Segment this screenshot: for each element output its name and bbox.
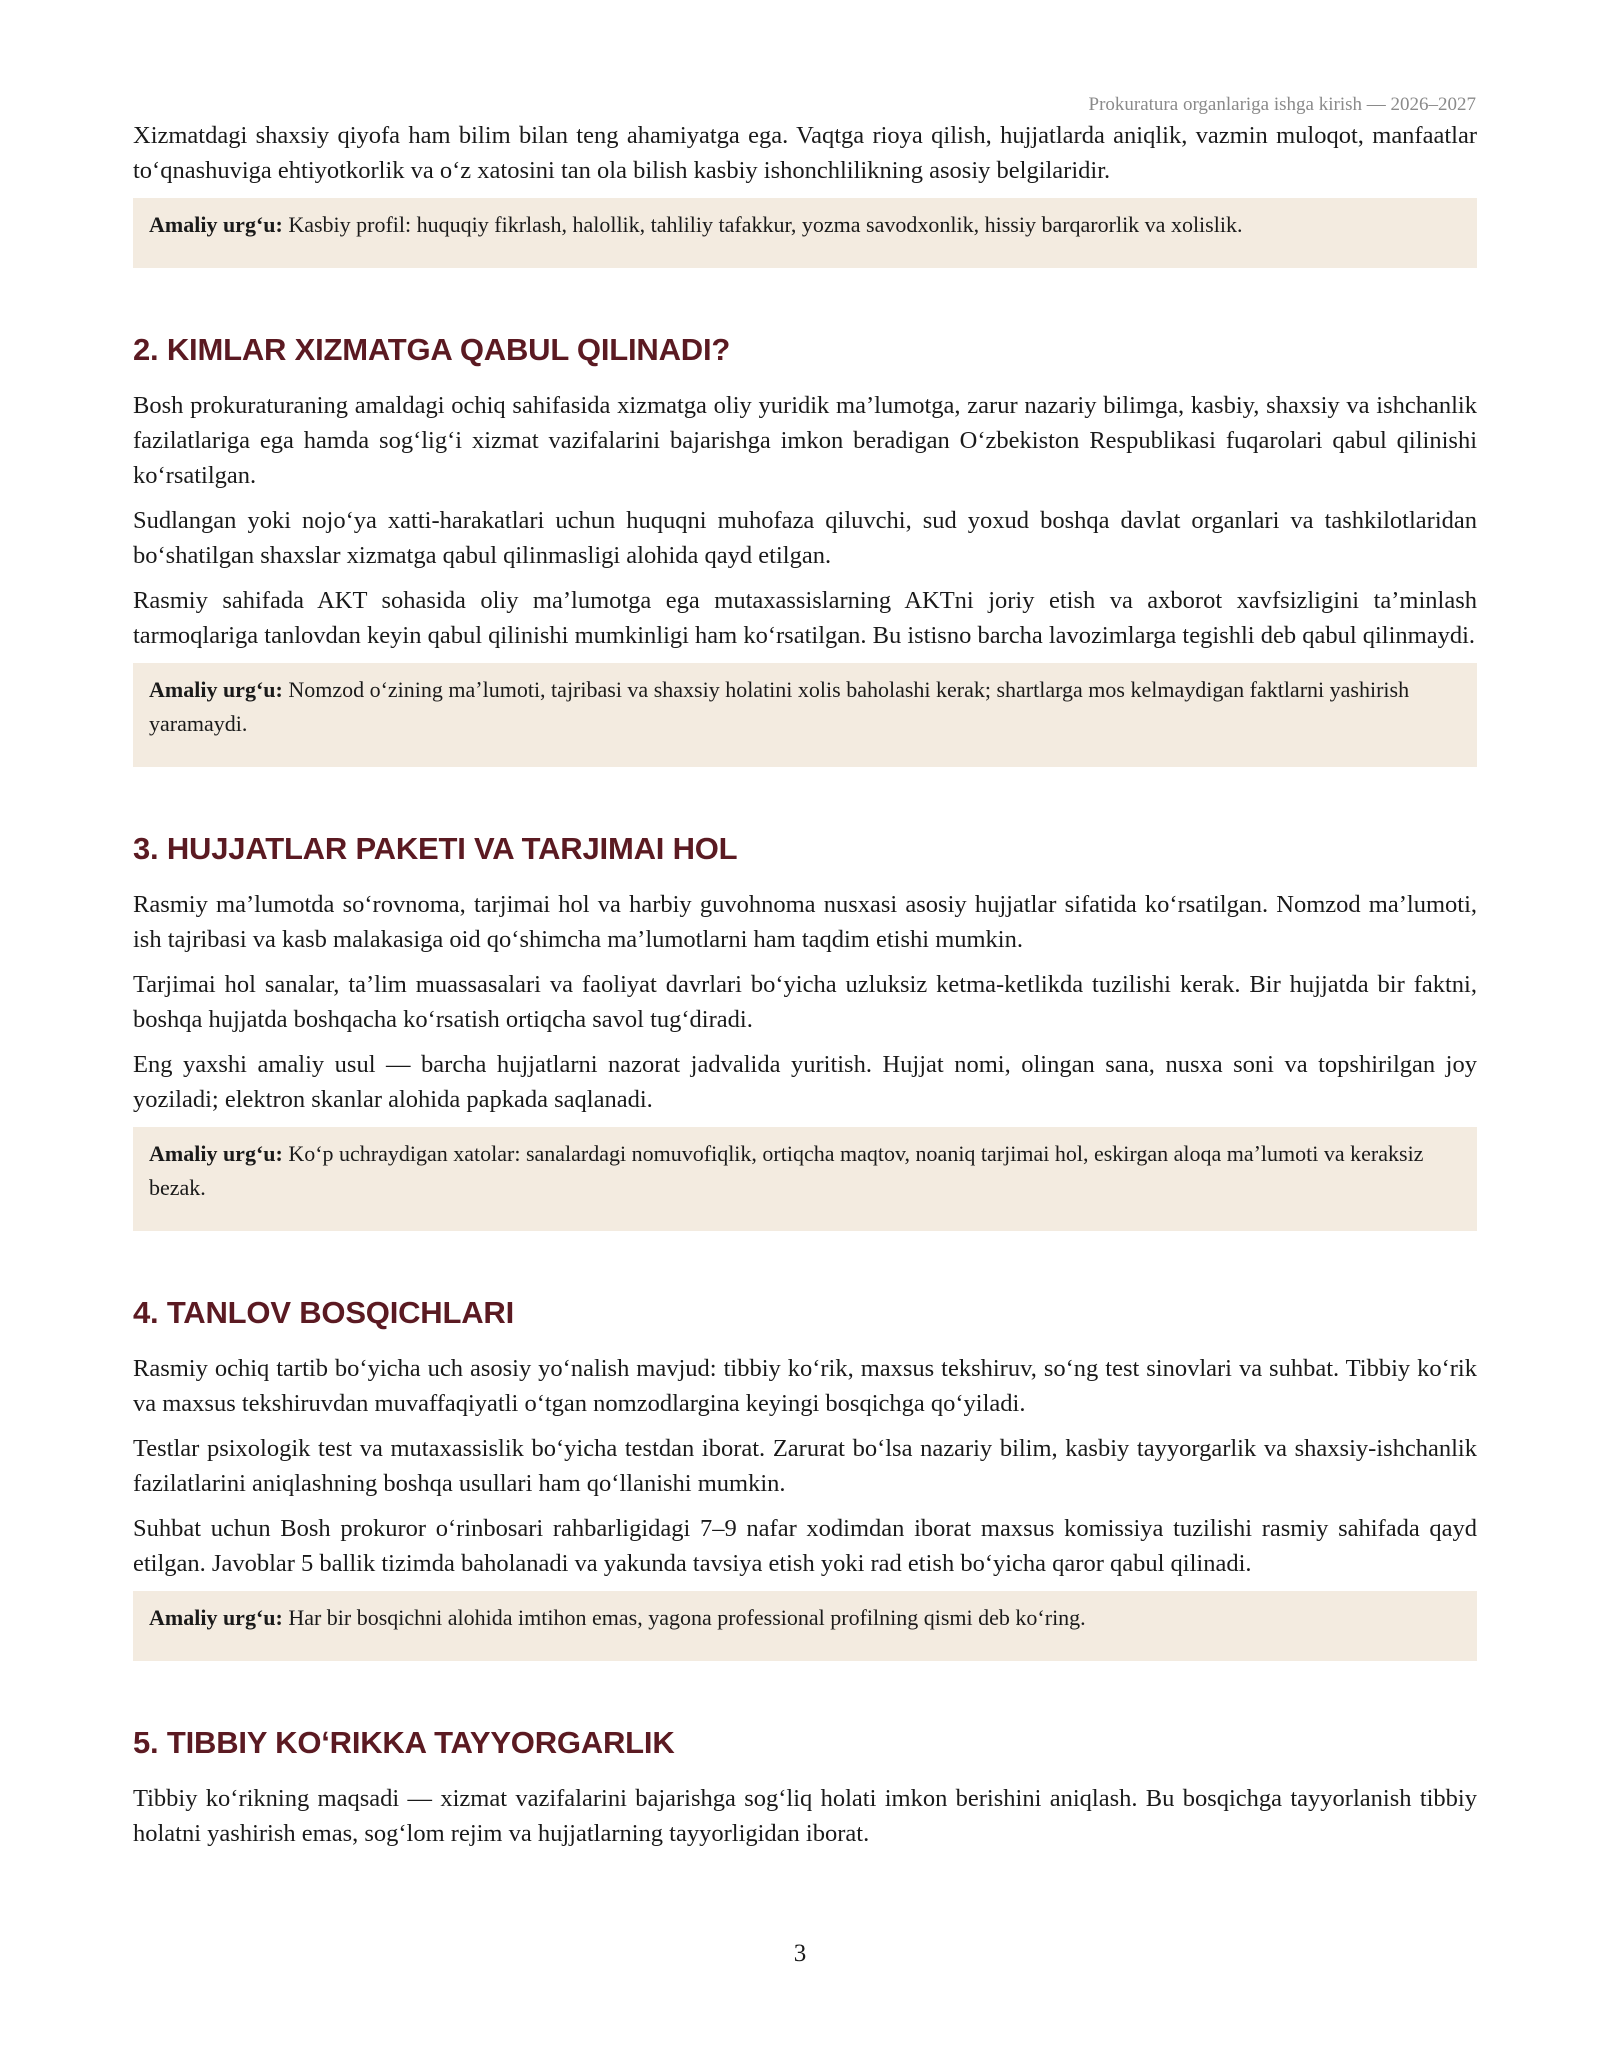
- section-heading: 2. KIMLAR XIZMATGA QABUL QILINADI?: [133, 332, 731, 367]
- page-content: [133, 118, 1477, 1861]
- callout-box: [133, 1591, 1477, 1661]
- body-paragraph: Eng yaxshi amaliy usul — barcha hujjatlarni nazorat jadvalida yuritish. Hujjat nomi, olingan sana, nusxa soni va topshirilgan joy yoziladi; elektron skanlar alohida papkada saqlanadi.: [133, 1051, 1477, 1113]
- body-paragraph: Tibbiy koʻrikning maqsadi — xizmat vazifalarini bajarishga sogʻliq holati imkon berishini aniqlash. Bu bosqichga tayyorlanish tibbiy holatni yashirish emas, sogʻlom rejim va hujjatlarning tayyorligidan iborat.: [133, 1785, 1477, 1847]
- callout-box: [133, 198, 1477, 268]
- body-paragraph: Tarjimai hol sanalar, taʼlim muassasalari va faoliyat davrlari boʻyicha uzluksiz ketma-ketlikda tuzilishi kerak. Bir hujjatda bir faktni, boshqa hujjatda boshqacha koʻrsatish ortiqcha savol tugʻdiradi.: [133, 971, 1477, 1033]
- section-heading: 4. TANLOV BOSQICHLARI: [133, 1295, 515, 1330]
- body-paragraph: Testlar psixologik test va mutaxassislik boʻyicha testdan iborat. Zarurat boʻlsa nazariy bilim, kasbiy tayyorgarlik va shaxsiy-ishchanlik fazilatlarini aniqlashning boshqa usullari ham qoʻllanishi mumkin.: [133, 1435, 1477, 1497]
- body-paragraph: Rasmiy maʼlumotda soʻrovnoma, tarjimai hol va harbiy guvohnoma nusxasi asosiy hujjatlar sifatida koʻrsatilgan. Nomzod maʼlumoti, ish tajribasi va kasb malakasiga oid qoʻshimcha maʼlumotlarni ham taqdim etishi mumkin.: [133, 891, 1477, 953]
- callout-text: Kasbiy profil: huquqiy fikrlash, halollik, tahliliy tafakkur, yozma savodxonlik, hissiy barqarorlik va xolislik.: [282, 212, 1243, 237]
- callout-box: [133, 1127, 1477, 1231]
- body-paragraph: Suhbat uchun Bosh prokuror oʻrinbosari rahbarligidagi 7–9 nafar xodimdan iborat maxsus komissiya tuzilishi rasmiy sahifada qayd etilgan. Javoblar 5 ballik tizimda baholanadi va yakunda tavsiya etish yoki rad etish boʻyicha qaror qabul qilinadi.: [133, 1515, 1477, 1577]
- section-heading: 5. TIBBIY KOʻRIKKA TAYYORGARLIK: [133, 1725, 675, 1760]
- body-paragraph: Rasmiy sahifada AKT sohasida oliy maʼlumotga ega mutaxassislarning AKTni joriy etish va axborot xavfsizligini taʼminlash tarmoqlariga tanlovdan keyin qabul qilinishi mumkinligi ham koʻrsatilgan. Bu istisno barcha lavozimlarga tegishli deb qabul qilinmaydi.: [133, 587, 1477, 649]
- section-heading: 3. HUJJATLAR PAKETI VA TARJIMAI HOL: [133, 831, 738, 866]
- intro-paragraph: Xizmatdagi shaxsiy qiyofa ham bilim bilan teng ahamiyatga ega. Vaqtga rioya qilish, hujjatlarda aniqlik, vazmin muloqot, manfaatlar toʻqnashuviga ehtiyotkorlik va oʻz xatosini tan ola bilish kasbiy ishonchlilikning asosiy belgilaridir.: [133, 122, 1477, 184]
- callout-label: Amaliy urgʻu:: [149, 212, 283, 237]
- body-paragraph: Bosh prokuraturaning amaldagi ochiq sahifasida xizmatga oliy yuridik maʼlumotga, zarur nazariy bilimga, kasbiy, shaxsiy va ishchanlik fazilatlariga ega hamda sogʻligʻi xizmat vazifalarini bajarishga imkon beradigan Oʻzbekiston Respublikasi fuqarolari qabul qilinishi koʻrsatilgan.: [133, 392, 1477, 489]
- body-paragraph: Sudlangan yoki nojoʻya xatti-harakatlari uchun huquqni muhofaza qiluvchi, sud yoxud boshqa davlat organlari va tashkilotlaridan boʻshatilgan shaxslar xizmatga qabul qilinmasligi alohida qayd etilgan.: [133, 507, 1477, 569]
- page-number: 3: [793, 1940, 807, 1967]
- callout-text: Nomzod oʻzining maʼlumoti, tajribasi va shaxsiy holatini xolis baholashi kerak; shartlarga mos kelmaydigan faktlarni yashirish yaramaydi.: [149, 677, 1410, 736]
- callout-label: Amaliy urgʻu:: [149, 1605, 283, 1630]
- callout-text: Har bir bosqichni alohida imtihon emas, yagona professional profilning qismi deb koʻring.: [282, 1605, 1086, 1630]
- running-header: Prokuratura organlariga ishga kirish — 2026–2027: [1088, 94, 1476, 115]
- body-paragraph: Rasmiy ochiq tartib boʻyicha uch asosiy yoʻnalish mavjud: tibbiy koʻrik, maxsus tekshiruv, soʻng test sinovlari va suhbat. Tibbiy koʻrik va maxsus tekshiruvdan muvaffaqiyatli oʻtgan nomzodlargina keyingi bosqichga qoʻyiladi.: [133, 1355, 1477, 1417]
- callout-box: [133, 663, 1477, 767]
- callout-label: Amaliy urgʻu:: [149, 677, 283, 702]
- callout-label: Amaliy urgʻu:: [149, 1141, 283, 1166]
- callout-text: Koʻp uchraydigan xatolar: sanalardagi nomuvofiqlik, ortiqcha maqtov, noaniq tarjimai hol, eskirgan aloqa maʼlumoti va keraksiz bezak.: [149, 1141, 1424, 1200]
